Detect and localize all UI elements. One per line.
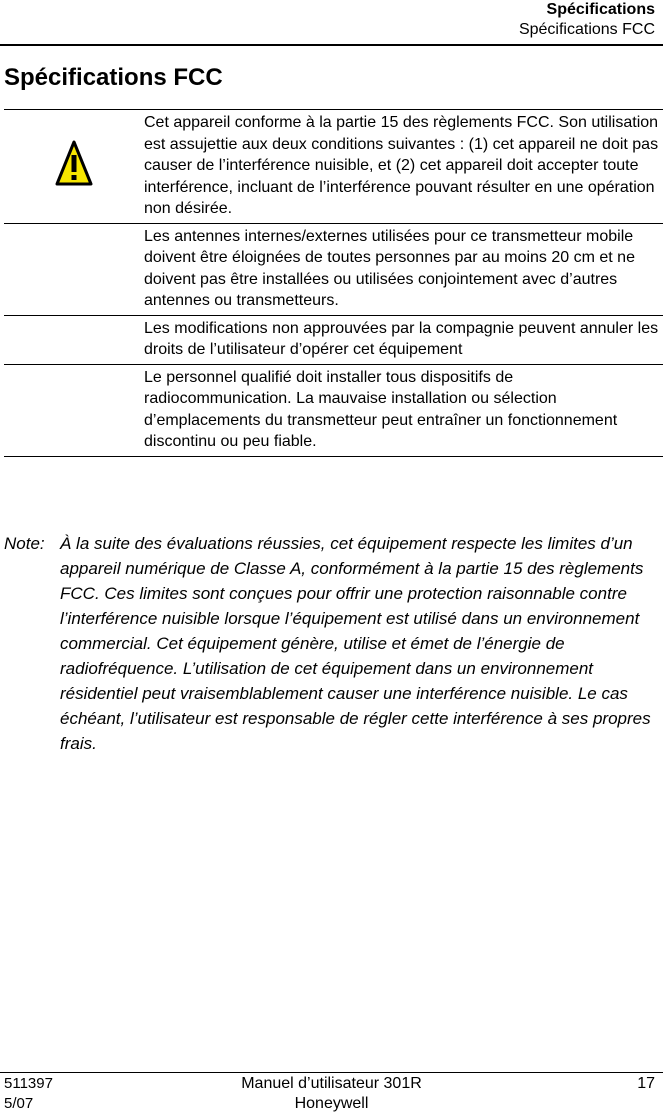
icon-cell (4, 110, 144, 224)
table-cell-text: Les modifications non approuvées par la compagnie peuvent annuler les droits de l’utilisateur d’opérer cet équipement (144, 315, 663, 364)
note-label: Note: (4, 534, 45, 553)
table-row (4, 315, 663, 364)
table-row (4, 110, 663, 224)
footer-divider (0, 1072, 663, 1073)
header-subsection: Spécifications FCC (518, 21, 655, 38)
doc-date: 5/07 (4, 1095, 34, 1112)
page-number: 17 (637, 1075, 655, 1092)
manual-title: Manuel d’utilisateur 301R (241, 1075, 422, 1092)
table-cell-text: Les antennes internes/externes utilisées pour ce transmetteur mobile doivent être éloignées de toutes personnes par au moins 20 cm et ne doivent pas être installées ou utilisées conjointement avec d’autres antennes ou transmetteurs. (144, 223, 663, 315)
table-row (4, 223, 663, 315)
page-header (15, 0, 655, 40)
doc-number: 511397 (4, 1075, 53, 1092)
note-text: À la suite des évaluations réussies, cet équipement respecte les limites d’un appareil numérique de Classe A, conformément à la partie 15 des règlements FCC. Ces limites sont conçues pour offrir une protection raisonnable contre l’interférence nuisible lorsque l’équipement est utilisé dans un environnement commercial. Cet équipement génère, utilise et émet de l’énergie de radiofréquence. L’utilisation de cet équipement dans un environnement résidentiel peut vraisemblablement causer une interférence nuisible. Le cas échéant, l’utilisateur est responsable de régler cette interférence à ses propres frais. (60, 534, 651, 753)
warning-icon (54, 138, 94, 188)
table-row (4, 364, 663, 456)
page-title: Spécifications FCC (4, 64, 223, 91)
table-cell-text: Le personnel qualifié doit installer tous dispositifs de radiocommunication. La mauvaise installation ou sélection d’emplacements du transmetteur peut entraîner un fonctionnement discontinu ou peu fiable. (144, 364, 663, 456)
company-name: Honeywell (294, 1095, 369, 1112)
note-block (4, 531, 660, 756)
fcc-table (4, 109, 663, 457)
header-divider (0, 44, 663, 46)
empty-cell (4, 315, 144, 364)
empty-cell (4, 364, 144, 456)
table-cell-text: Cet appareil conforme à la partie 15 des règlements FCC. Son utilisation est assujettie aux deux conditions suivantes : (1) cet appareil ne doit pas causer de l’interférence nuisible, et (2) cet appareil doit accepter toute interférence, incluant de l’interférence pouvant résulter en une opération non désirée. (144, 110, 663, 224)
empty-cell (4, 223, 144, 315)
header-section: Spécifications (546, 1, 655, 18)
